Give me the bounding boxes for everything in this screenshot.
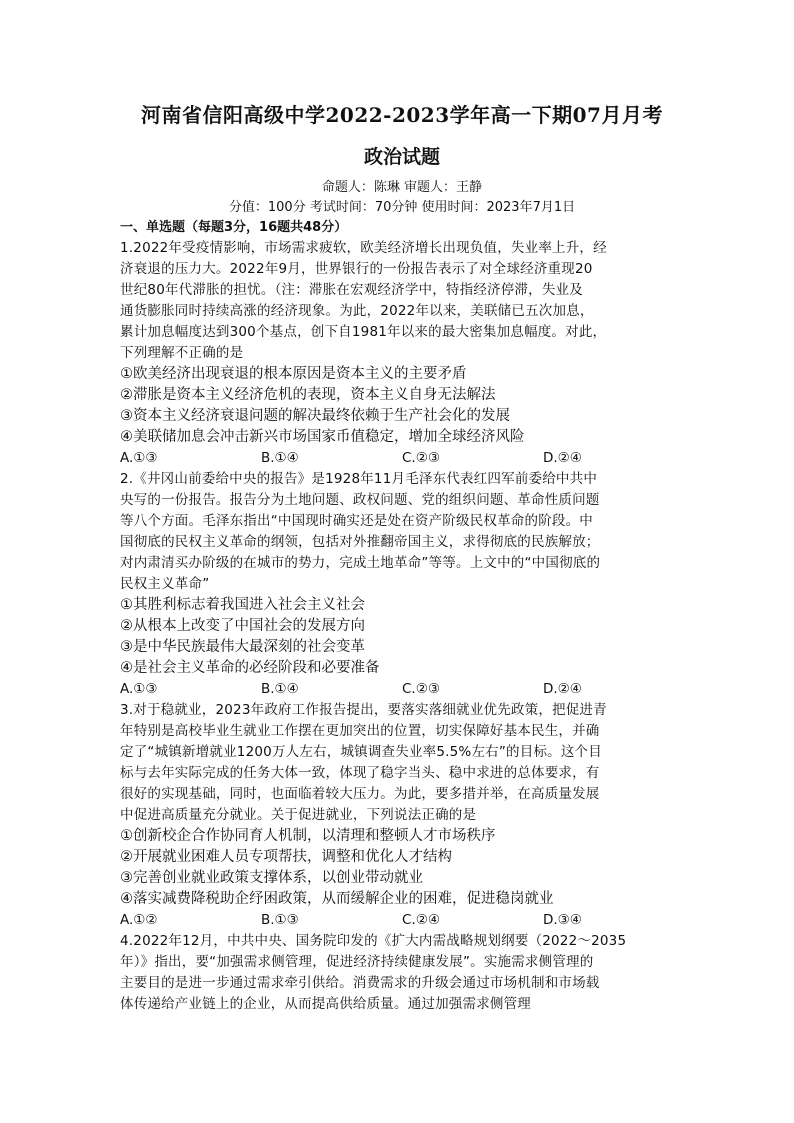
choice-b: B.①④ [261, 681, 299, 697]
question-stem-line: 标与去年实际完成的任务大体一致，体现了稳字当头、稳中求进的总体要求，有 [120, 765, 600, 781]
question-stem-line: 累计加息幅度达到300个基点，创下自1981年以来的最大密集加息幅度。对此， [120, 324, 607, 340]
question-stem-line: 3.对于稳就业，2023年政府工作报告提出，要落实落细就业优先政策，把促进青 [120, 702, 607, 718]
question-stem-line: 年）》指出，要“加强需求侧管理，促进经济持续健康发展”。实施需求侧管理的 [120, 954, 594, 970]
exam-title: 河南省信阳高级中学2022-2023学年高一下期07月月考 [141, 103, 663, 127]
question-stem-line: 央写的一份报告。报告分为土地问题、政权问题、党的组织问题、革命性质问题 [120, 492, 600, 508]
statement-option: ④落实减费降税助企纾困政策，从而缓解企业的困难，促进稳岗就业 [120, 891, 554, 907]
question-stem-line: 民权主义革命” [120, 576, 210, 592]
question-stem-line: 2.《井冈山前委给中央的报告》是1928年11月毛泽东代表红四军前委给中共中 [120, 471, 598, 487]
section-heading: 一、单选题（每题3分，16题共48分） [120, 220, 348, 235]
choice-a: A.①③ [120, 450, 158, 466]
question-stem-line: 年特别是高校毕业生就业工作摆在更加突出的位置，切实保障好基本民生，并确 [120, 723, 600, 739]
statement-option: ④是社会主义革命的必经阶段和必要准备 [120, 660, 380, 676]
choice-c: C.②④ [402, 912, 440, 928]
question-stem-line: 很好的实现基础，同时，也面临着较大压力。为此，要多措并举，在高质量发展 [120, 786, 600, 802]
statement-option: ③资本主义经济衰退问题的解决最终依赖于生产社会化的发展 [120, 408, 510, 424]
choice-a: A.①③ [120, 681, 158, 697]
question-stem-line: 下列理解不正确的是 [120, 345, 244, 361]
statement-option: ①创新校企合作协同育人机制，以清理和整顿人才市场秩序 [120, 828, 496, 844]
choice-c: C.②③ [402, 450, 440, 466]
exam-info: 分值：100分 考试时间：70分钟 使用时间：2023年7月1日 [228, 200, 576, 215]
statement-option: ①其胜利标志着我国进入社会主义社会 [120, 597, 365, 613]
choice-d: D.②④ [543, 681, 582, 697]
question-3 [120, 700, 684, 931]
question-stem-line: 体传递给产业链上的企业，从而提高供给质量。通过加强需求侧管理 [120, 996, 531, 1012]
choice-b: B.①③ [261, 912, 299, 928]
statement-option: ②从根本上改变了中国社会的发展方向 [120, 618, 365, 634]
exam-authors: 命题人：陈琳 审题人：王静 [321, 180, 483, 195]
answer-choices [120, 679, 684, 700]
statement-option: ②滞胀是资本主义经济危机的表现，资本主义自身无法解法 [120, 387, 496, 403]
question-stem-line: 国彻底的民权主义革命的纲领，包括对外推翻帝国主义，求得彻底的民族解放； [120, 534, 600, 550]
exam-subject: 政治试题 [363, 146, 440, 168]
statement-option: ③是中华民族最伟大最深刻的社会变革 [120, 639, 365, 655]
statement-option: ①欧美经济出现衰退的根本原因是资本主义的主要矛盾 [120, 366, 467, 382]
question-stem-line: 济衰退的压力大。2022年9月，世界银行的一份报告表示了对全球经济重现20 [120, 261, 593, 277]
choice-d: D.③④ [543, 912, 582, 928]
question-stem-line: 定了“城镇新增就业1200万人左右，城镇调查失业率5.5%左右”的目标。这个目 [120, 744, 602, 760]
question-stem-line: 世纪80年代滞胀的担忧。（注：滞胀在宏观经济学中，特指经济停滞，失业及 [120, 282, 583, 298]
statement-option: ②开展就业困难人员专项帮扶，调整和优化人才结构 [120, 849, 452, 865]
question-stem-line: 1.2022年受疫情影响，市场需求疲软，欧美经济增长出现负值，失业率上升，经 [120, 240, 607, 256]
question-stem-line: 4.2022年12月，中共中央、国务院印发的《扩大内需战略规划纲要（2022～2035 [120, 933, 627, 949]
statement-option: ④美联储加息会冲击新兴市场国家币值稳定，增加全球经济风险 [120, 429, 525, 445]
question-stem-line: 主要目的是进一步通过需求牵引供给。消费需求的升级会通过市场机制和市场载 [120, 975, 600, 991]
choice-b: B.①④ [261, 450, 299, 466]
answer-choices [120, 910, 684, 931]
question-4 [120, 931, 684, 1015]
choice-d: D.②④ [543, 450, 582, 466]
answer-choices [120, 448, 684, 469]
question-stem-line: 通货膨胀同时持续高涨的经济现象。为此，2022年以来，美联储已五次加息， [120, 303, 594, 319]
question-1 [120, 238, 684, 469]
question-stem-line: 等八个方面。毛泽东指出“中国现时确实还是处在资产阶级民权革命的阶段。中 [120, 513, 593, 529]
statement-option: ③完善创业就业政策支撑体系，以创业带动就业 [120, 870, 423, 886]
question-stem-line: 对内肃清买办阶级的在城市的势力，完成土地革命”等等。上文中的“中国彻底的 [120, 555, 601, 571]
choice-a: A.①② [120, 912, 158, 928]
choice-c: C.②③ [402, 681, 440, 697]
question-stem-line: 中促进高质量充分就业。关于促进就业，下列说法正确的是 [120, 807, 477, 823]
question-2 [120, 469, 684, 700]
